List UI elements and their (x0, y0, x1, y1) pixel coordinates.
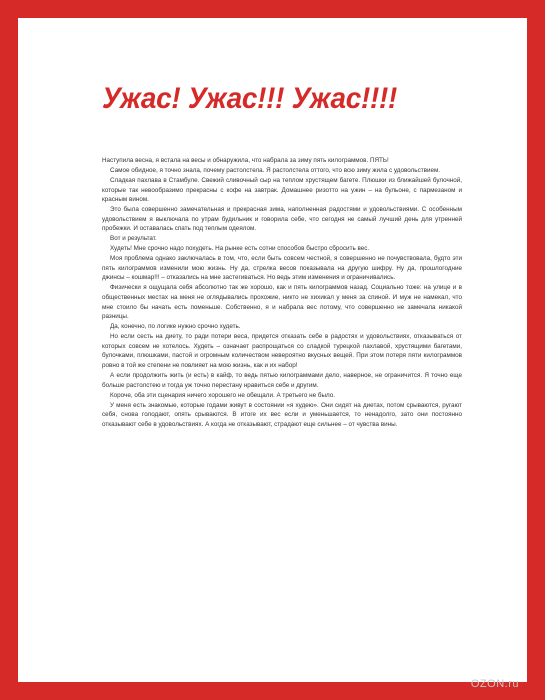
paragraph: Короче, оба эти сценария ничего хорошего не обещали. А третьего не было. (110, 391, 336, 399)
chapter-body (102, 156, 462, 430)
paragraph: А если продолжить жить (и есть) в кайф, то ведь пятью килограммами дело, наверное, не ограничится. Я точно еще больше растолстею и тогда уж точно перестану нравиться себе и другим. (102, 371, 462, 389)
paragraph: Моя проблема однако заключалась в том, что, если быть совсем честной, я совершенно не почувствовала, будто эти пять килограммов изменили мою жизнь. Ну да, стрелка весов показывала на другую шифру. Ну да, прошлогодние джинсы – кошмар!!! – отказались на мне застегиваться. Но ведь этим изменения и ограничивались. (102, 255, 462, 282)
book-page (18, 18, 527, 682)
paragraph: Самое обидное, я точно знала, почему растолстела. Я растолстела оттого, что всю зиму жила с удовольствием. (110, 166, 441, 174)
chapter-title: Ужас! Ужас!!! Ужас!!!! (102, 82, 398, 115)
paragraph: Физически я ощущала себя абсолютно так же хорошо, как и пять килограммов назад. Социально тоже: на улице и в общественных местах на меня не оглядывались прохожие, никто не хихикал у меня за спиной. И муж не намекал, что мне стоило бы начать есть поменьше. Собственно, я и набрала вес потому, что совершенно не замечала никакой разницы. (102, 284, 462, 321)
paragraph: Это была совершенно замечательная и прекрасная зима, наполненная радостями и удовольствиями. С особенным удовольствием я выключала по утрам будильник и говорила себе, что сегодня не самый лучший день для утренней пробежки. И оставалась спать под теплым одеялом. (102, 206, 462, 233)
paragraph: Да, конечно, по логике нужно срочно худеть. (110, 323, 241, 331)
paragraph: Худеть! Мне срочно надо похудеть. На рынке есть сотни способов быстро сбросить вес. (110, 245, 370, 253)
paragraph: Сладкая пахлава в Стамбуле. Свежий сливочный сыр на теплом хрустящем багете. Плюшки из ближайшей булочной, которые так невообразимо прекрасны с кофе на завтрак. Домашнее ризотто на ужин – на бульоне, с пармезаном и красным вином. (102, 176, 462, 204)
ozon-watermark: OZON.ru (470, 678, 519, 690)
paragraph: Наступила весна, я встала на весы и обнаружила, что набрала за зиму пять килограммов. ПЯТЬ! (102, 157, 389, 164)
paragraph: У меня есть знакомые, которые годами живут в состоянии «я худею». Они сидят на диетах, потом срываются, ругают себя, снова голодают, опять срываются. В итоге их вес если и уменьшается, то ненадолго, зато они постоянно отказывают себе в удовольствиях. А когда не отказывают, страдают еще сильнее – от чувства вины. (102, 401, 462, 428)
paragraph: Но если сесть на диету, то ради потери веса, придется отказать себе в радостях и удовольствиях, отказываться от которых совсем не хотелось. Худеть – означает распрощаться со сладкой турецкой пахлавой, хрустящими багетами, булочками, плюшками, пастой и огромным количеством невероятно вкусных вещей. При этом потеря пяти килограммов ровно в той же степени не повлияет на мою жизнь, как и их набор! (102, 333, 462, 369)
paragraph: Вот и результат. (110, 235, 157, 243)
